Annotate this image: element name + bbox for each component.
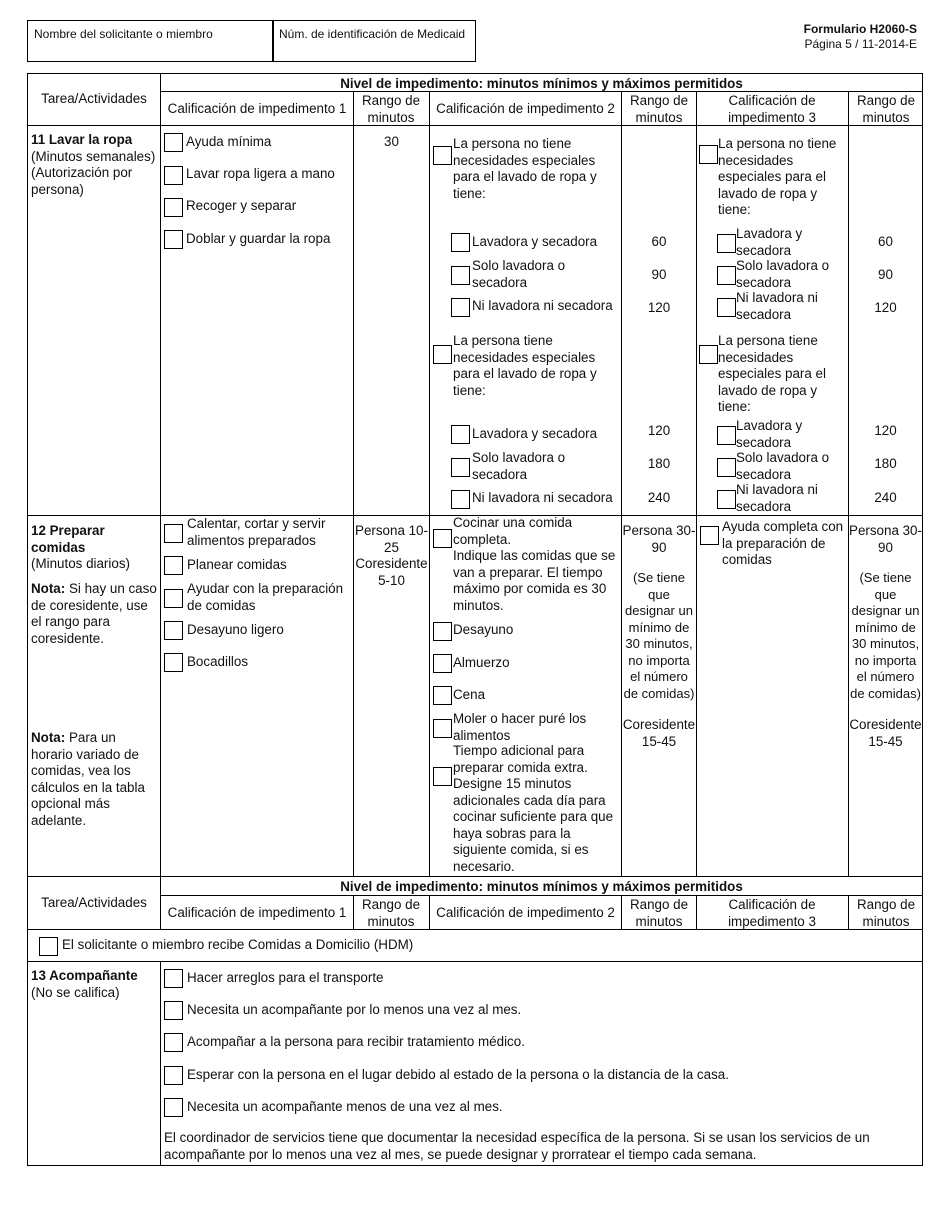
laundry-r1-range: 30: [384, 134, 399, 149]
option-label: Lavar ropa ligera a mano: [186, 166, 335, 181]
range-note: (Se tiene que designar un mínimo de 30 minutos, no importa el número de comidas): [850, 570, 921, 701]
complete-meal-label: Cocinar una comida completa.: [453, 515, 573, 547]
checkbox[interactable]: [164, 621, 183, 640]
range-coresident: Coresidente 15-45: [849, 717, 922, 749]
escort-title: 13 Acompañante: [31, 968, 138, 983]
range-header-repeat: Rango de minutos: [361, 897, 421, 929]
hdm-label: El solicitante o miembro recibe Comidas a Domicilio (HDM): [62, 937, 414, 952]
laundry-sub: (Minutos semanales) (Autorización por persona): [31, 148, 156, 197]
range-value: 60: [651, 234, 667, 249]
option-label: Ni lavadora ni secadora: [472, 490, 613, 505]
option-label: Solo lavadora o secadora: [736, 258, 830, 290]
meals-task: [31, 523, 159, 573]
option-label: Ni lavadora ni secadora: [736, 290, 818, 322]
checkbox[interactable]: [164, 1033, 183, 1052]
range-value: 90: [878, 267, 893, 282]
range-header-3: Rango de minutos: [856, 93, 916, 125]
range-value: 60: [878, 234, 893, 249]
checkbox[interactable]: [433, 529, 452, 548]
range-header-repeat: Rango de minutos: [856, 897, 916, 929]
no-special-needs-text: La persona no tiene necesidades especiales para el lavado de ropa y tiene:: [453, 136, 597, 201]
applicant-name-label: Nombre del solicitante o miembro: [34, 27, 213, 41]
page-info: Página 5 / 11-2014-E: [804, 37, 917, 51]
checkbox[interactable]: [164, 133, 183, 152]
checkbox[interactable]: [451, 233, 470, 252]
range-value: 240: [874, 490, 897, 505]
puree-label: Moler o hacer puré los alimentos: [453, 711, 587, 743]
hdm-checkbox[interactable]: [39, 937, 58, 956]
option-label: Bocadillos: [187, 654, 249, 669]
task-header-repeat: Tarea/Actividades: [41, 895, 147, 910]
level-header: Nivel de impedimento: minutos mínimos y máximos permitidos: [340, 76, 743, 91]
meals-r1-range: Persona 10-25 Coresidente 5-10: [355, 523, 428, 588]
range-person: Persona 30-90: [849, 523, 922, 555]
meal-label: Desayuno: [453, 622, 514, 637]
medicaid-id-label: Núm. de identificación de Medicaid: [279, 27, 466, 41]
range-value: 120: [874, 300, 897, 315]
option-label: Ayuda completa con la preparación de comidas: [722, 519, 844, 567]
range-value: 90: [651, 267, 667, 282]
applicant-name-field[interactable]: [27, 20, 274, 62]
rating1-header-repeat: Calificación de impedimento 1: [167, 905, 347, 920]
option-label: Ayudar con la preparación de comidas: [187, 581, 344, 613]
checkbox[interactable]: [164, 166, 183, 185]
checkbox[interactable]: [164, 969, 183, 988]
escort-note: El coordinador de servicios tiene que documentar la necesidad específica de la persona. Si se usan los servicios de un acompañante por lo menos una vez al mes, se puede designar y prorratear el tiempo cada semana.: [164, 1130, 870, 1162]
note-label: Nota:: [31, 581, 66, 596]
complete-meal-note: Indique las comidas que se van a preparar. El tiempo máximo por comida es 30 minutos.: [453, 548, 616, 613]
checkbox[interactable]: [433, 622, 452, 641]
range-value: 180: [647, 456, 671, 471]
checkbox[interactable]: [164, 1001, 183, 1020]
meals-title: 12 Preparar comidas: [31, 523, 105, 555]
option-label: Lavadora y secadora: [472, 426, 598, 441]
checkbox[interactable]: [451, 425, 470, 444]
option-label: Lavadora y secadora: [736, 226, 803, 258]
checkbox[interactable]: [433, 686, 452, 705]
meals-sub: (Minutos diarios): [31, 556, 130, 571]
checkbox[interactable]: [717, 458, 736, 477]
checkbox[interactable]: [164, 1098, 183, 1117]
laundry-title: 11 Lavar la ropa: [31, 132, 133, 147]
checkbox[interactable]: [699, 145, 718, 164]
checkbox[interactable]: [164, 556, 183, 575]
form-id: [804, 22, 917, 52]
checkbox[interactable]: [433, 345, 452, 364]
option-label: Solo lavadora o secadora: [472, 258, 566, 290]
range-value: 120: [647, 300, 671, 315]
range-header-1: Rango de minutos: [361, 93, 421, 125]
option-label: Hacer arreglos para el transporte: [187, 970, 384, 985]
meals-r2-range: [622, 523, 696, 750]
option-label: Acompañar a la persona para recibir tratamiento médico.: [187, 1034, 525, 1049]
option-label: Ayuda mínima: [186, 134, 272, 149]
medicaid-id-field[interactable]: [272, 20, 476, 62]
option-label: Esperar con la persona en el lugar debido al estado de la persona o la distancia de la casa.: [187, 1067, 729, 1082]
range-value: 240: [647, 490, 671, 505]
checkbox[interactable]: [717, 234, 736, 253]
range-coresident: Coresidente 15-45: [622, 717, 696, 749]
range-value: 180: [874, 456, 897, 471]
range-header-repeat: Rango de minutos: [629, 897, 689, 929]
checkbox[interactable]: [717, 426, 736, 445]
checkbox[interactable]: [451, 490, 470, 509]
meals-note-1: [31, 581, 161, 647]
checkbox[interactable]: [164, 653, 183, 672]
range-person: Persona 30-90: [622, 523, 696, 555]
laundry-task: [31, 132, 159, 198]
checkbox[interactable]: [717, 490, 736, 509]
checkbox[interactable]: [451, 458, 470, 477]
note-text: Para un horario variado de comidas, vea los cálculos en la tabla opcional más adelante.: [31, 730, 145, 828]
range-value: 120: [647, 423, 671, 438]
option-label: Solo lavadora o secadora: [736, 450, 830, 482]
checkbox[interactable]: [433, 719, 452, 738]
extra-meal-title: Tiempo adicional para preparar comida extra.: [453, 743, 588, 775]
rating3-header-repeat: Calificación de impedimento 3: [728, 897, 816, 929]
no-special-needs-text: La persona no tiene necesidades especiales para el lavado de ropa y tiene:: [718, 136, 837, 217]
checkbox[interactable]: [164, 589, 183, 608]
checkbox[interactable]: [717, 298, 736, 317]
meal-label: Almuerzo: [453, 655, 510, 670]
meals-r3-range: [849, 523, 922, 750]
option-label: Desayuno ligero: [187, 622, 284, 637]
checkbox[interactable]: [433, 654, 452, 673]
rating2-header: Calificación de impedimento 2: [436, 101, 615, 116]
escort-sub: (No se califica): [31, 984, 120, 1000]
option-label: Ni lavadora ni secadora: [472, 298, 613, 313]
note-text: Si hay un caso de coresidente, use el rango para coresidente.: [31, 581, 157, 646]
note-label: Nota:: [31, 730, 66, 745]
special-needs-text: La persona tiene necesidades especiales para el lavado de ropa y tiene:: [718, 333, 826, 414]
escort-task: [31, 968, 159, 1001]
task-header: Tarea/Actividades: [41, 91, 147, 106]
range-note: (Se tiene que designar un mínimo de 30 minutos, no importa el número de comidas): [623, 570, 695, 701]
rating3-header: Calificación de impedimento 3: [728, 93, 816, 125]
extra-meal-block: [453, 743, 621, 875]
option-label: Doblar y guardar la ropa: [186, 231, 331, 246]
option-label: Ni lavadora ni secadora: [736, 482, 818, 514]
option-label: Calentar, cortar y servir alimentos preparados: [187, 516, 326, 548]
checkbox[interactable]: [717, 266, 736, 285]
checkbox[interactable]: [451, 298, 470, 317]
checkbox[interactable]: [700, 526, 719, 545]
meals-note-2: [31, 730, 155, 829]
checkbox[interactable]: [451, 266, 470, 285]
meal-label: Cena: [453, 687, 486, 702]
special-needs-text: La persona tiene necesidades especiales para el lavado de ropa y tiene:: [453, 333, 597, 398]
option-label: Lavadora y secadora: [736, 418, 803, 450]
checkbox[interactable]: [433, 146, 452, 165]
checkbox[interactable]: [164, 230, 183, 249]
range-value: 120: [874, 423, 897, 438]
rating2-header-repeat: Calificación de impedimento 2: [436, 905, 615, 920]
range-header-2: Rango de minutos: [629, 93, 689, 125]
checkbox[interactable]: [164, 198, 183, 217]
option-label: Lavadora y secadora: [472, 234, 598, 249]
level-header-repeat: Nivel de impedimento: minutos mínimos y máximos permitidos: [340, 879, 743, 894]
option-label: Planear comidas: [187, 557, 287, 572]
extra-meal-text: Designe 15 minutos adicionales cada día para cocinar suficiente para que haya sobras para la siguiente comida, si es necesario.: [453, 776, 614, 874]
option-label: Solo lavadora o secadora: [472, 450, 566, 482]
checkbox[interactable]: [433, 767, 452, 786]
rating1-header: Calificación de impedimento 1: [167, 101, 347, 116]
checkbox[interactable]: [164, 524, 183, 543]
form-title: Formulario H2060-S: [803, 22, 917, 36]
checkbox[interactable]: [164, 1066, 183, 1085]
option-label: Necesita un acompañante por lo menos una vez al mes.: [187, 1002, 522, 1017]
option-label: Necesita un acompañante menos de una vez al mes.: [187, 1099, 503, 1114]
checkbox[interactable]: [699, 345, 718, 364]
option-label: Recoger y separar: [186, 198, 297, 213]
